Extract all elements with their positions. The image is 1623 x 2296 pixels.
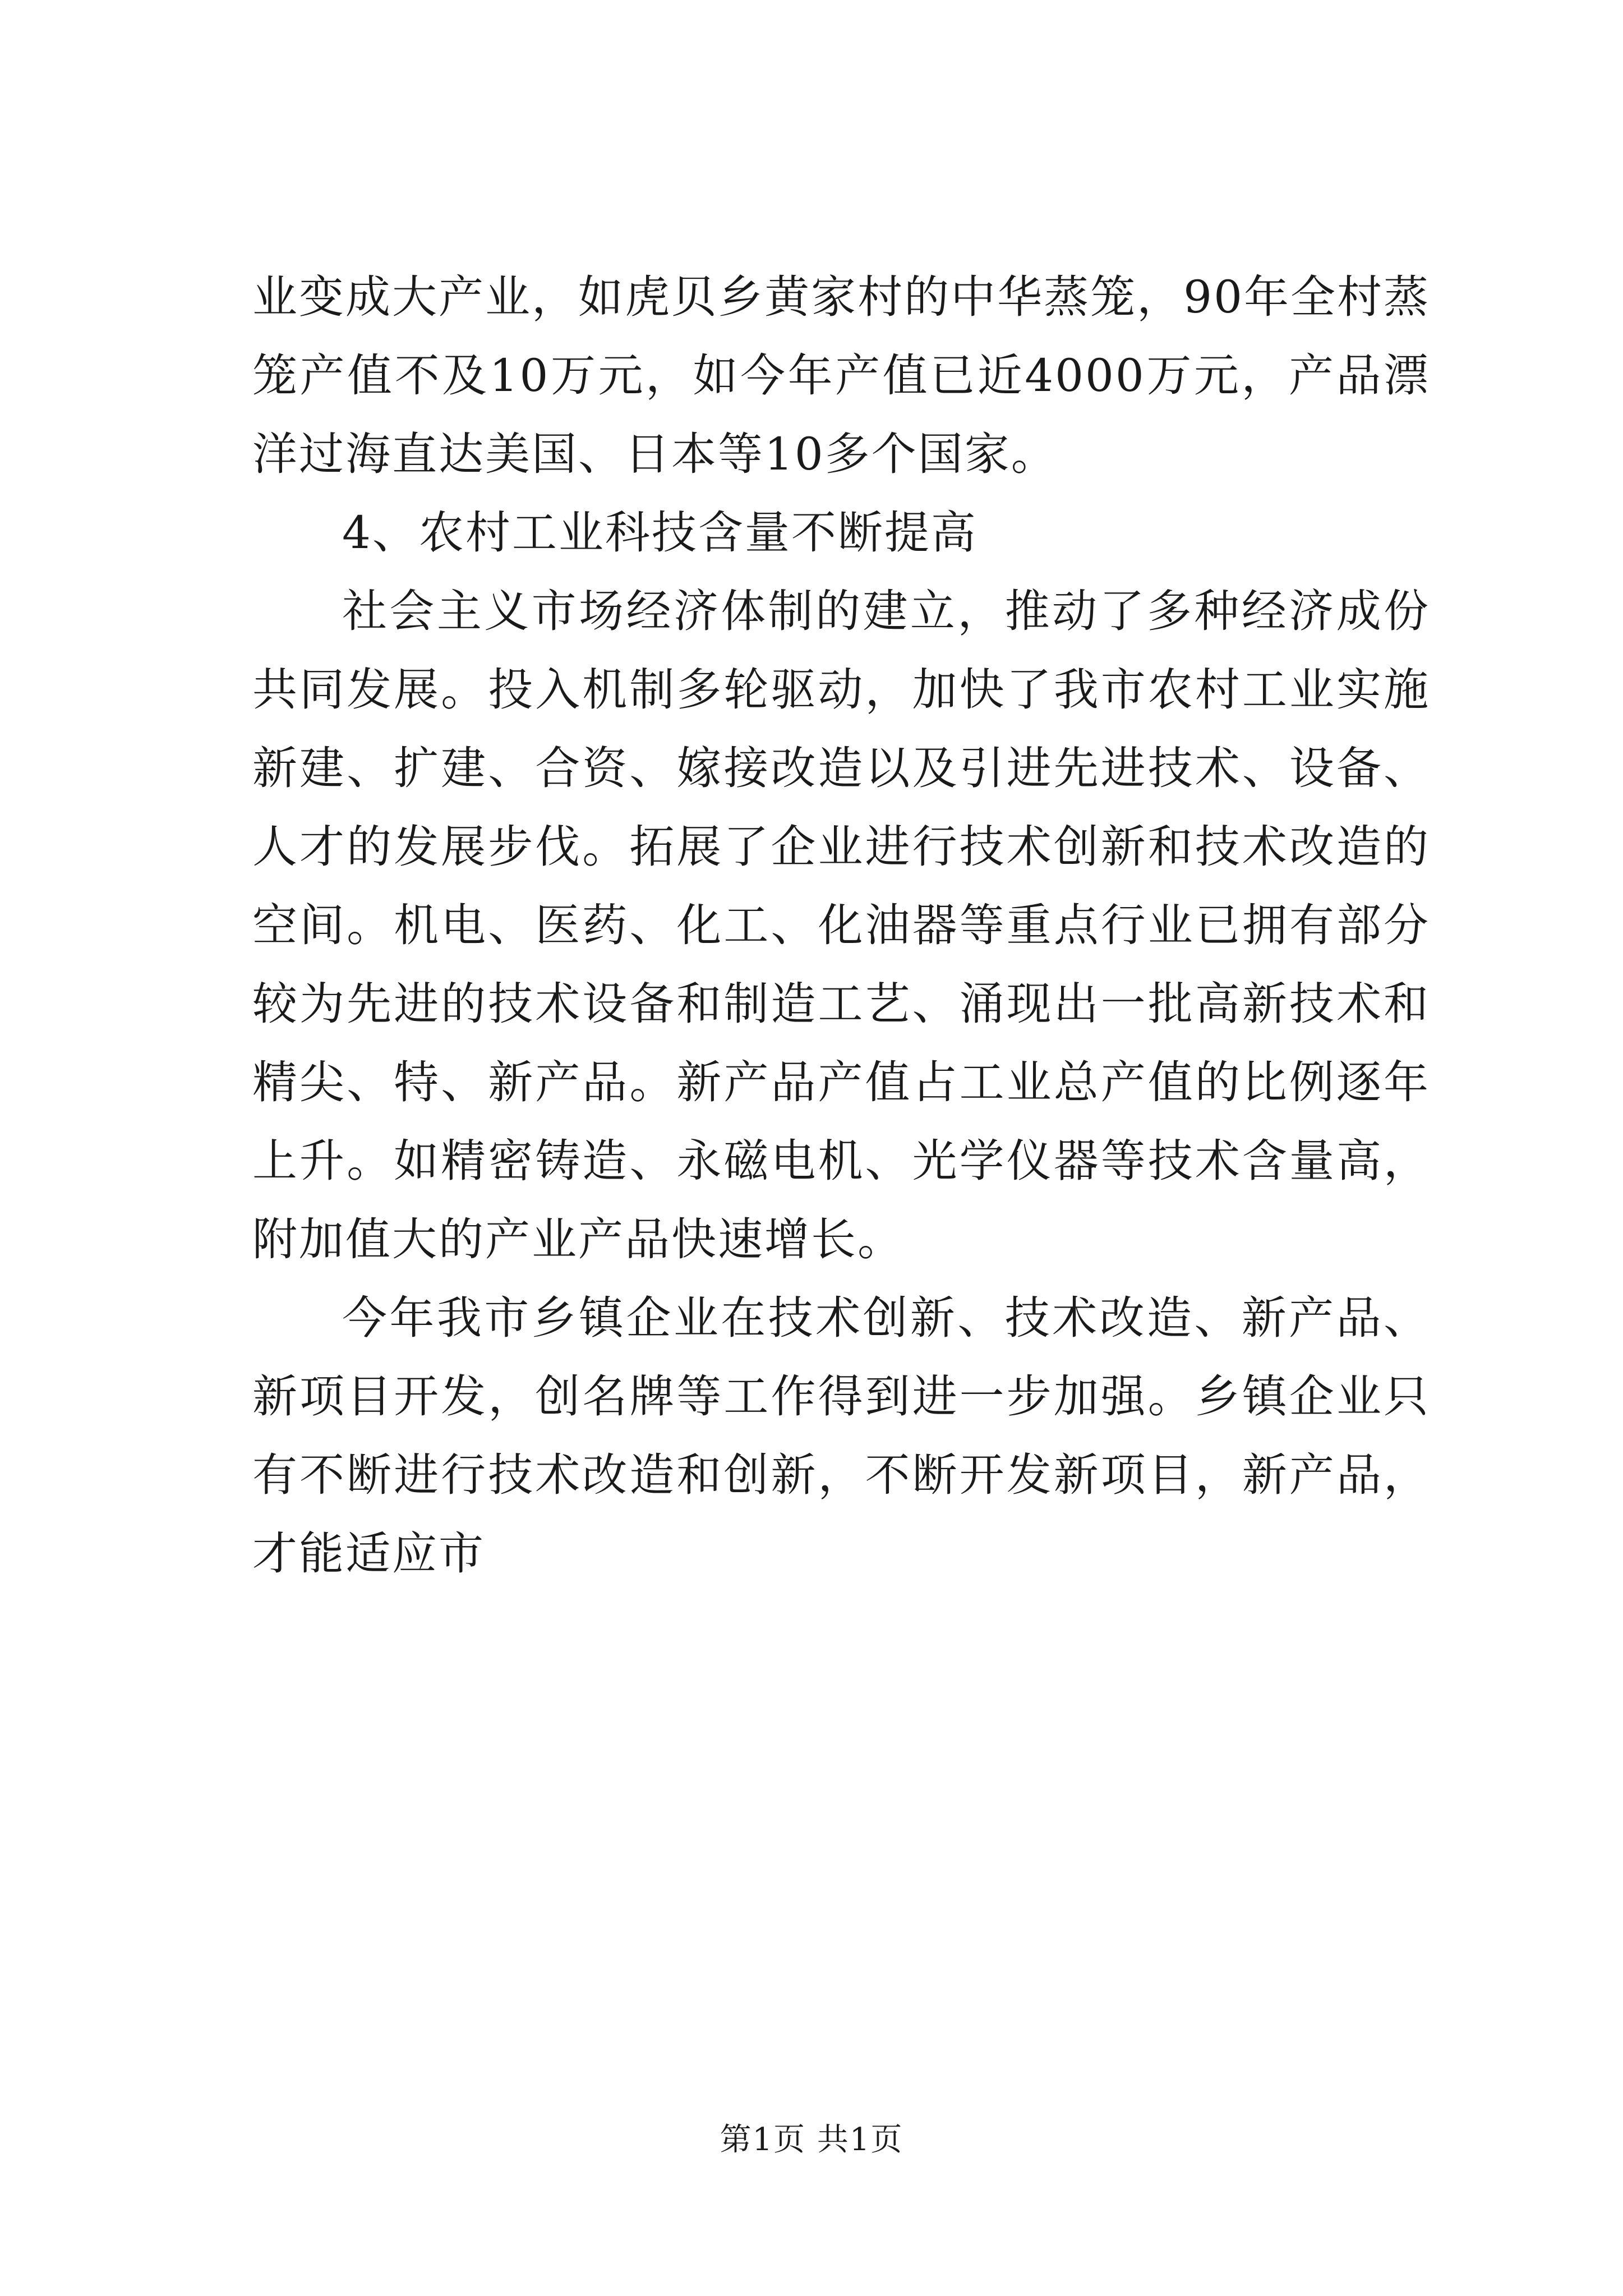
document-body bbox=[252, 258, 1430, 1593]
section-heading: 4、农村工业科技含量不断提高 bbox=[342, 507, 978, 559]
paragraph-continuation: 业变成大产业，如虎贝乡黄家村的中华蒸笼，90年全村蒸笼产值不及10万元，如今年产值已近4000万元，产品漂洋过海直达美国、日本等10多个国家。 bbox=[252, 271, 1430, 480]
paragraph-innovation: 今年我市乡镇企业在技术创新、技术改造、新产品、新项目开发，创名牌等工作得到进一步加强。乡镇企业只有不断进行技术改造和创新，不断开发新项目，新产品，才能适应市 bbox=[252, 1292, 1430, 1580]
paragraph-technology: 社会主义市场经济体制的建立，推动了多种经济成份共同发展。投入机制多轮驱动，加快了我市农村工业实施新建、扩建、合资、嫁接改造以及引进先进技术、设备、人才的发展步伐。拓展了企业进行技术创新和技术改造的空间。机电、医药、化工、化油器等重点行业已拥有部分较为先进的技术设备和制造工艺、涌现出一批高新技术和精尖、特、新产品。新产品产值占工业总产值的比例逐年上升。如精密铸造、永磁电机、光学仪器等技术含量高，附加值大的产业产品快速增长。 bbox=[252, 585, 1430, 1266]
page-footer: 第1页 共1页 bbox=[720, 2122, 903, 2158]
